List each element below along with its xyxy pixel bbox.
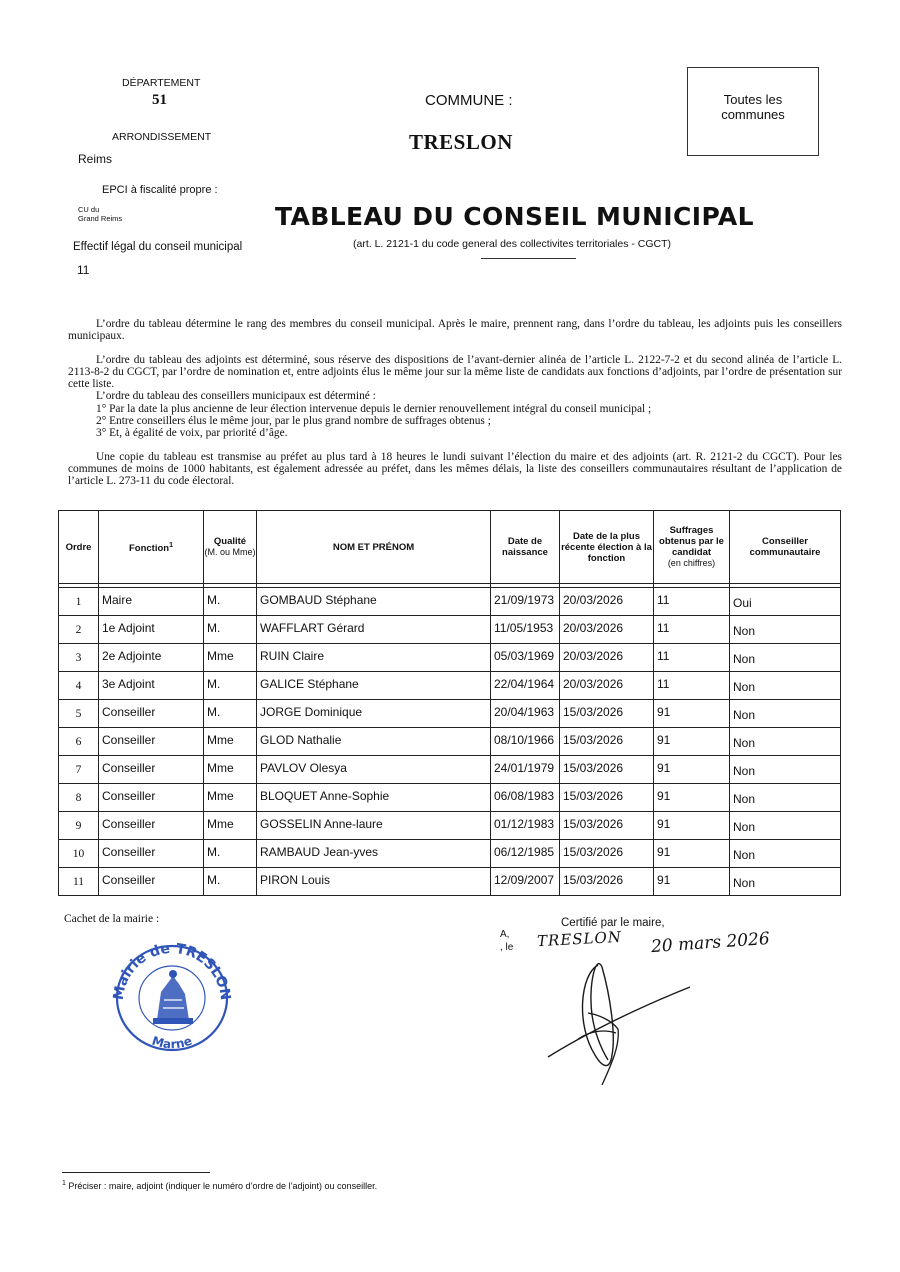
cell-naissance: 06/08/1983 (491, 784, 560, 812)
cell-communautaire: Non (730, 672, 841, 700)
table-row (59, 616, 841, 644)
cell-communautaire: Non (730, 700, 841, 728)
cell-election: 15/03/2026 (560, 868, 654, 896)
cachet-label: Cachet de la mairie : (64, 913, 160, 925)
council-table (58, 510, 841, 896)
scope-box-line1: Toutes les (723, 92, 783, 107)
cell-naissance: 11/05/1953 (491, 616, 560, 644)
table-row (59, 756, 841, 784)
cell-qualite: M. (204, 840, 257, 868)
footnote-ref: 1 (169, 541, 173, 549)
header-communautaire: Conseiller communautaire (730, 511, 841, 584)
header-naissance: Date de naissance (491, 511, 560, 584)
cell-nom: PAVLOV Olesya (257, 756, 491, 784)
effectif-label: Effectif légal du conseil municipal (73, 241, 243, 253)
cell-suffrages: 11 (654, 588, 730, 616)
departement-value: 51 (152, 92, 167, 108)
cell-ordre: 4 (59, 672, 99, 700)
intro-paragraph-2: L’ordre du tableau des adjoints est déterminé, sous réserve des dispositions de l’avant-dernier alinéa de l’article L. 2122-7-2 et du second alinéa de l’article L. 2113-8-2 du CGCT, par l’ordre de nomination et, entre adjoints élus le même jour sur la même liste de candidats aux fonctions d’adjoints, par l’ordre de présentation sur cette liste. (68, 354, 842, 391)
cell-qualite: Mme (204, 812, 257, 840)
place-label: A, (500, 929, 510, 940)
date-label: , le (500, 942, 514, 953)
handwritten-place: TRESLON (536, 927, 623, 951)
cell-communautaire: Non (730, 644, 841, 672)
header-suffrages-sub: (en chiffres) (667, 558, 716, 568)
cell-naissance: 24/01/1979 (491, 756, 560, 784)
cell-qualite: M. (204, 672, 257, 700)
arrondissement-label: ARRONDISSEMENT (112, 131, 212, 143)
page-subtitle: (art. L. 2121-1 du code general des collectivites territoriales - CGCT) (353, 238, 672, 250)
cell-suffrages: 91 (654, 840, 730, 868)
mairie-stamp-icon (109, 940, 235, 1056)
cell-suffrages: 91 (654, 756, 730, 784)
cell-nom: JORGE Dominique (257, 700, 491, 728)
cell-suffrages: 11 (654, 616, 730, 644)
cell-naissance: 06/12/1985 (491, 840, 560, 868)
certifie-label: Certifié par le maire, (561, 917, 665, 929)
scope-box (687, 67, 819, 156)
scope-box-line2: communes (721, 107, 785, 122)
subtitle-divider (481, 258, 576, 259)
handwritten-date: 20 mars 2026 (650, 928, 771, 958)
cell-communautaire: Non (730, 756, 841, 784)
intro-paragraph-3: L’ordre du tableau des conseillers municipaux est déterminé : (96, 390, 376, 403)
intro-rule-3: 3° Et, à égalité de voix, par priorité d’âge. (96, 426, 288, 439)
intro-paragraph-4: Une copie du tableau est transmise au préfet au plus tard à 18 heures le lundi suivant l’élection du maire et des adjoints (art. R. 2121-2 du CGCT). Pour les communes de moins de 1000 habitants, est également adressée au préfet, dans les mêmes délais, la liste des conseillers communautaires résultant de l’application de l’article L. 273-11 du code électoral. (68, 450, 842, 488)
cell-communautaire: Non (730, 784, 841, 812)
intro-rule-2: 2° Entre conseillers élus le même jour, par le plus grand nombre de suffrages obtenus ; (96, 414, 491, 427)
cell-communautaire: Non (730, 868, 841, 896)
cell-qualite: M. (204, 616, 257, 644)
header-suffrages: Suffrages obtenus par le candidat (en chiffres) (654, 511, 730, 584)
intro-rule-1: 1° Par la date la plus ancienne de leur élection intervenue depuis le dernier renouvellement intégral du conseil municipal ; (96, 402, 652, 415)
cell-fonction: Conseiller (99, 700, 204, 728)
cell-ordre: 9 (59, 812, 99, 840)
cell-communautaire: Non (730, 728, 841, 756)
cell-election: 15/03/2026 (560, 840, 654, 868)
cell-qualite: M. (204, 700, 257, 728)
epci-label: EPCI à fiscalité propre : (102, 184, 218, 196)
cell-qualite: Mme (204, 644, 257, 672)
cell-nom: RUIN Claire (257, 644, 491, 672)
stamp-top-text: Mairie de TRESLON (110, 940, 234, 1002)
cell-fonction: Conseiller (99, 784, 204, 812)
table-row (59, 588, 841, 616)
table-row (59, 728, 841, 756)
cell-fonction: Conseiller (99, 840, 204, 868)
cell-fonction: Conseiller (99, 756, 204, 784)
table-row (59, 700, 841, 728)
cell-ordre: 6 (59, 728, 99, 756)
table-row (59, 868, 841, 896)
cell-ordre: 10 (59, 840, 99, 868)
cell-election: 20/03/2026 (560, 644, 654, 672)
cell-fonction: Maire (99, 588, 204, 616)
cell-election: 15/03/2026 (560, 756, 654, 784)
cell-election: 20/03/2026 (560, 672, 654, 700)
epci-value (78, 205, 122, 223)
cell-election: 15/03/2026 (560, 784, 654, 812)
cell-ordre: 5 (59, 700, 99, 728)
cell-suffrages: 91 (654, 700, 730, 728)
commune-name: TRESLON (409, 130, 513, 154)
table-row (59, 672, 841, 700)
cell-communautaire: Non (730, 840, 841, 868)
cell-naissance: 22/04/1964 (491, 672, 560, 700)
stamp-bottom-text: Marne (150, 1033, 194, 1052)
cell-naissance: 20/04/1963 (491, 700, 560, 728)
footnote-divider (62, 1172, 210, 1173)
cell-naissance: 01/12/1983 (491, 812, 560, 840)
cell-communautaire: Non (730, 812, 841, 840)
cell-nom: GLOD Nathalie (257, 728, 491, 756)
cell-ordre: 2 (59, 616, 99, 644)
svg-text:Marne (150, 1034, 194, 1052)
page-title: TABLEAU DU CONSEIL MUNICIPAL (275, 202, 754, 231)
cell-ordre: 11 (59, 868, 99, 896)
cell-naissance: 12/09/2007 (491, 868, 560, 896)
cell-qualite: Mme (204, 784, 257, 812)
cell-qualite: Mme (204, 728, 257, 756)
departement-label: DÉPARTEMENT (122, 77, 201, 89)
effectif-value: 11 (77, 263, 90, 277)
cell-communautaire: Non (730, 616, 841, 644)
cell-suffrages: 91 (654, 812, 730, 840)
header-qualite-sub: (M. ou Mme) (204, 547, 256, 557)
cell-election: 15/03/2026 (560, 700, 654, 728)
intro-text (68, 318, 842, 487)
cell-nom: GOMBAUD Stéphane (257, 588, 491, 616)
header-election: Date de la plus récente élection à la fonction (560, 511, 654, 584)
cell-naissance: 21/09/1973 (491, 588, 560, 616)
cell-suffrages: 91 (654, 868, 730, 896)
cell-qualite: M. (204, 868, 257, 896)
cell-qualite: Mme (204, 756, 257, 784)
table-row (59, 812, 841, 840)
footnote-text: Préciser : maire, adjoint (indiquer le numéro d’ordre de l’adjoint) ou conseiller. (68, 1181, 378, 1191)
cell-fonction: Conseiller (99, 728, 204, 756)
cell-election: 15/03/2026 (560, 812, 654, 840)
cell-nom: GOSSELIN Anne-laure (257, 812, 491, 840)
header-nom: NOM ET PRÉNOM (257, 511, 491, 584)
cell-election: 20/03/2026 (560, 588, 654, 616)
cell-fonction: 2e Adjointe (99, 644, 204, 672)
cell-ordre: 7 (59, 756, 99, 784)
cell-nom: WAFFLART Gérard (257, 616, 491, 644)
cell-suffrages: 91 (654, 784, 730, 812)
cell-fonction: Conseiller (99, 868, 204, 896)
epci-value-line2: Grand Reims (78, 214, 123, 223)
header-ordre: Ordre (59, 511, 99, 584)
mayor-signature-icon (540, 955, 700, 1090)
cell-fonction: 3e Adjoint (99, 672, 204, 700)
cell-nom: BLOQUET Anne-Sophie (257, 784, 491, 812)
cell-ordre: 3 (59, 644, 99, 672)
cell-nom: RAMBAUD Jean-yves (257, 840, 491, 868)
cell-nom: PIRON Louis (257, 868, 491, 896)
arrondissement-value: Reims (78, 152, 113, 166)
cell-suffrages: 11 (654, 672, 730, 700)
cell-suffrages: 91 (654, 728, 730, 756)
cell-ordre: 1 (59, 588, 99, 616)
cell-naissance: 05/03/1969 (491, 644, 560, 672)
cell-fonction: 1e Adjoint (99, 616, 204, 644)
intro-paragraph-1: L’ordre du tableau détermine le rang des membres du conseil municipal. Après le maire, prennent rang, dans l’ordre du tableau, les adjoints puis les conseillers municipaux. (68, 318, 842, 343)
epci-value-line1: CU du (78, 205, 100, 214)
cell-suffrages: 11 (654, 644, 730, 672)
table-row (59, 784, 841, 812)
footnote (62, 1180, 377, 1191)
header-qualite: Qualité (M. ou Mme) (204, 511, 257, 584)
cell-nom: GALICE Stéphane (257, 672, 491, 700)
cell-naissance: 08/10/1966 (491, 728, 560, 756)
cell-communautaire: Oui (730, 588, 841, 616)
table-row (59, 644, 841, 672)
table-row (59, 840, 841, 868)
cell-fonction: Conseiller (99, 812, 204, 840)
cell-election: 15/03/2026 (560, 728, 654, 756)
cell-qualite: M. (204, 588, 257, 616)
table-header-row (59, 511, 841, 584)
header-fonction: Fonction$^1$ (99, 511, 204, 584)
cell-ordre: 8 (59, 784, 99, 812)
footnote-marker: 1 (62, 1180, 66, 1187)
cell-election: 20/03/2026 (560, 616, 654, 644)
commune-label: COMMUNE : (425, 92, 513, 109)
